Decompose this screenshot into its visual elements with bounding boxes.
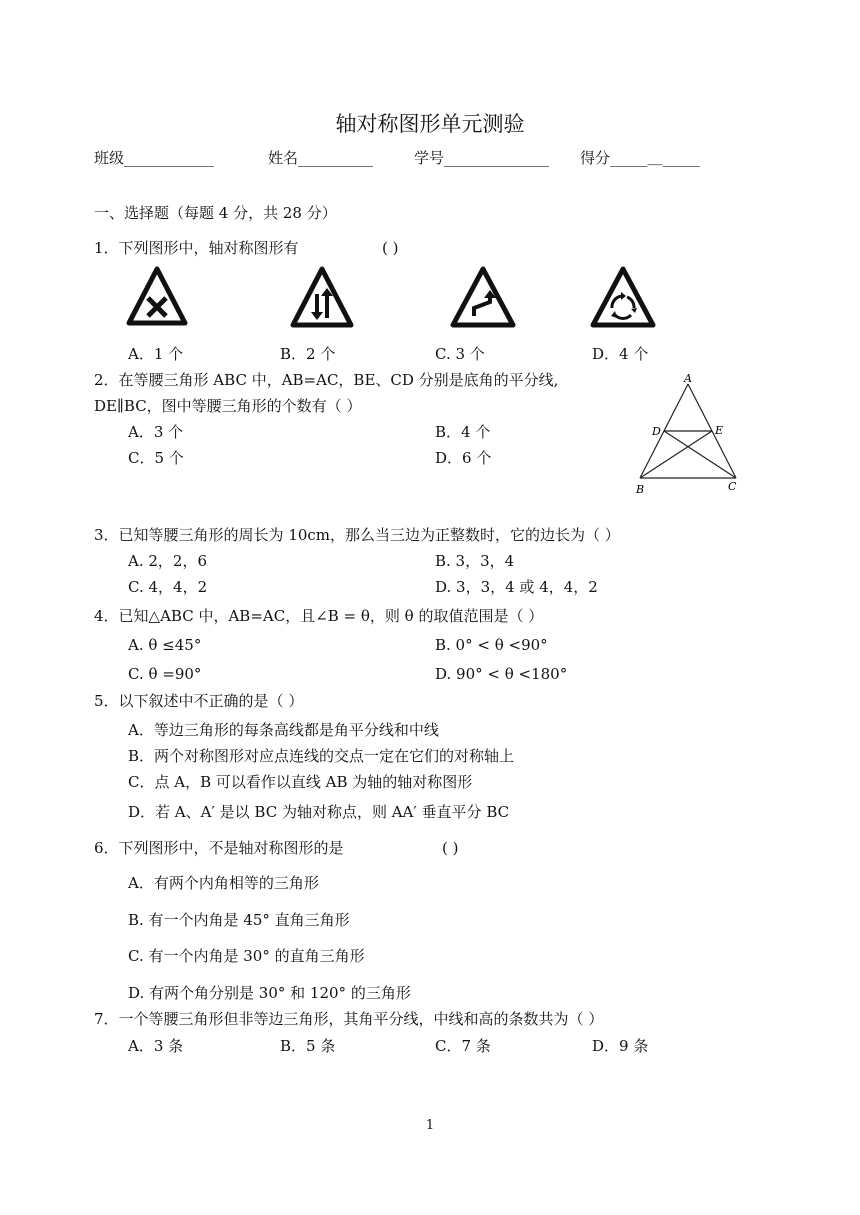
q2-option-b: B．4 个 xyxy=(435,423,491,441)
q1-option-b: B．2 个 xyxy=(280,345,336,363)
q4-option-d: D. 90° < θ <180° xyxy=(435,665,568,683)
double-bend-sign-icon xyxy=(450,266,516,328)
class-field: 班级____________ xyxy=(94,149,215,167)
q4-option-c: C. θ =90° xyxy=(128,665,202,683)
q1-option-c: C. 3 个 xyxy=(435,345,485,363)
q5-option-b: B．两个对称图形对应点连线的交点一定在它们的对称轴上 xyxy=(128,747,515,765)
roundabout-sign-icon xyxy=(590,266,656,328)
vertex-label-b: B xyxy=(636,483,645,496)
q2-option-a: A．3 个 xyxy=(128,423,184,441)
q1-answer-paren: ( ) xyxy=(382,239,399,257)
q5-stem: 5．以下叙述中不正确的是（ ） xyxy=(94,692,304,710)
q5-option-d: D．若 A、A′ 是以 BC 为轴对称点，则 AA′ 垂直平分 BC xyxy=(128,803,510,821)
q6-option-d: D. 有两个角分别是 30° 和 120° 的三角形 xyxy=(128,984,411,1002)
q3-stem: 3．已知等腰三角形的周长为 10cm，那么当三边为正整数时，它的边长为（ ） xyxy=(94,526,620,544)
isosceles-triangle-figure xyxy=(630,372,750,496)
q5-option-a: A．等边三角形的每条高线都是角平分线和中线 xyxy=(128,721,439,739)
q7-stem: 7．一个等腰三角形但非等边三角形，其角平分线，中线和高的条数共为（ ） xyxy=(94,1010,604,1028)
page-number: 1 xyxy=(425,1118,435,1133)
score-field: 得分_____＿_____ xyxy=(580,149,701,167)
q7-option-d: D．9 条 xyxy=(592,1037,649,1055)
q4-option-a: A. θ ≤45° xyxy=(128,636,202,654)
cross-warning-sign-icon xyxy=(126,266,188,326)
q2-stem-line2: DE∥BC，图中等腰三角形的个数有（ ） xyxy=(94,397,362,415)
q3-option-b: B. 3，3，4 xyxy=(435,552,515,570)
q3-option-d: D. 3，3，4 或 4，4，2 xyxy=(435,578,598,596)
vertex-label-c: C xyxy=(728,480,737,493)
q6-option-a: A．有两个内角相等的三角形 xyxy=(128,874,319,892)
q2-option-d: D．6 个 xyxy=(435,449,492,467)
two-way-traffic-sign-icon xyxy=(290,266,354,328)
q2-stem-line1: 2．在等腰三角形 ABC 中，AB=AC，BE、CD 分别是底角的平分线, xyxy=(94,371,559,389)
q3-option-a: A. 2，2，6 xyxy=(128,552,207,570)
vertex-label-a: A xyxy=(684,372,692,385)
q1-option-d: D．4 个 xyxy=(592,345,649,363)
q6-stem: 6．下列图形中，不是轴对称图形的是 xyxy=(94,839,344,857)
name-field: 姓名__________ xyxy=(268,149,374,167)
q1-option-a: A．1 个 xyxy=(128,345,184,363)
q6-option-c: C. 有一个内角是 30° 的直角三角形 xyxy=(128,947,365,965)
page-title: 轴对称图形单元测验 xyxy=(335,112,525,136)
q4-stem: 4．已知△ABC 中，AB=AC，且∠B = θ，则 θ 的取值范围是（ ） xyxy=(94,607,544,625)
q6-option-b: B. 有一个内角是 45° 直角三角形 xyxy=(128,911,350,929)
q2-option-c: C．5 个 xyxy=(128,449,184,467)
q1-stem: 1．下列图形中，轴对称图形有 xyxy=(94,239,299,257)
q7-option-a: A．3 条 xyxy=(128,1037,184,1055)
section-heading: 一、选择题（每题 4 分，共 28 分） xyxy=(94,204,337,222)
q7-option-c: C．7 条 xyxy=(435,1037,491,1055)
q4-option-b: B. 0° < θ <90° xyxy=(435,636,548,654)
student-id-field: 学号______________ xyxy=(414,149,550,167)
vertex-label-e: E xyxy=(715,424,724,437)
vertex-label-d: D xyxy=(652,425,661,438)
q3-option-c: C. 4，4，2 xyxy=(128,578,208,596)
q6-answer-paren: ( ) xyxy=(442,839,459,857)
q5-option-c: C．点 A，B 可以看作以直线 AB 为轴的轴对称图形 xyxy=(128,773,473,791)
q7-option-b: B．5 条 xyxy=(280,1037,336,1055)
